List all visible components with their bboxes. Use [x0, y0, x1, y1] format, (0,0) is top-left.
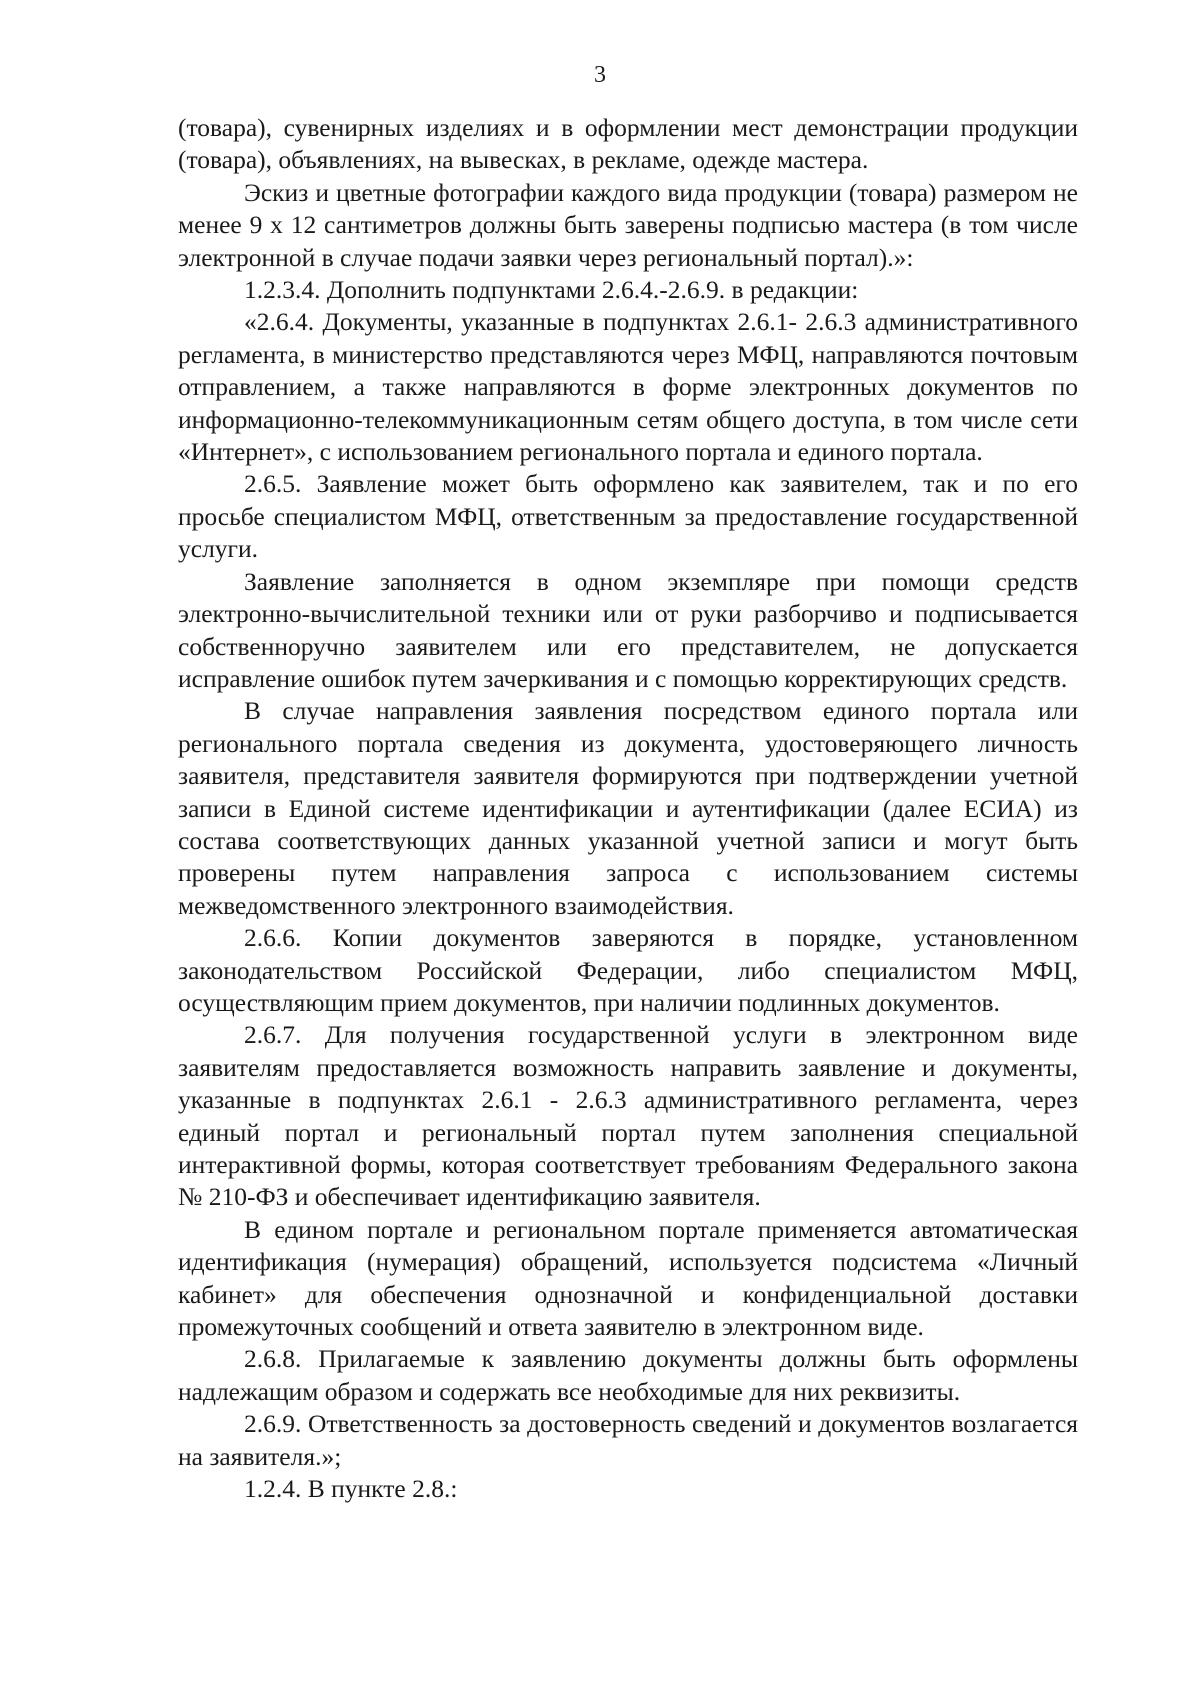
paragraph-1-2-3-4: 1.2.3.4. Дополнить подпунктами 2.6.4.-2.6.9. в редакции:: [244, 275, 859, 305]
paragraph-2-6-7: 2.6.7. Для получения государственной услуги в электронном виде заявителям предоставляется возможность направить заявление и документы, указанные в подпунктах 2.6.1 - 2.6.3 административного регламента, через единый портал и региональный портал путем заполнения специальной интерактивной формы, которая соответствует требованиям Федерального закона № 210-ФЗ и обеспечивает идентификацию заявителя.: [178, 1020, 1078, 1212]
paragraph-esia: В случае направления заявления посредством единого портала или регионального портала сведения из документа, удостоверяющего личность заявителя, представителя заявителя формируются при подтверждении учетной записи в Единой системе идентификации и аутентификации (далее ЕСИА) из состава соответствующих данных указанной учетной записи и могут быть проверены путем направления запроса с использованием системы межведомственного электронного взаимодействия.: [178, 696, 1078, 920]
paragraph-2-6-6: 2.6.6. Копии документов заверяются в порядке, установленном законодательством Российской Федерации, либо специалистом МФЦ, осуществляющим прием документов, при наличии подлинных документов.: [178, 923, 1078, 1017]
document-body: [178, 112, 1078, 1505]
paragraph-continuation: (товара), сувенирных изделиях и в оформлении мест демонстрации продукции (товара), объявлениях, на вывесках, в рекламе, одежде мастера.: [178, 113, 1078, 175]
page-number: 3: [594, 62, 606, 88]
paragraph-application-filling: Заявление заполняется в одном экземпляре при помощи средств электронно-вычислительной техники или от руки разборчиво и подписывается собственноручно заявителем или его представителем, не допускается исправление ошибок путем зачеркивания и с помощью корректирующих средств.: [178, 566, 1078, 693]
paragraph-1-2-4: 1.2.4. В пункте 2.8.:: [244, 1474, 458, 1504]
paragraph-2-6-9: 2.6.9. Ответственность за достоверность сведений и документов возлагается на заявителя.»;: [178, 1409, 1078, 1471]
paragraph-2-6-4: «2.6.4. Документы, указанные в подпунктах 2.6.1- 2.6.3 административного регламента, в министерство представляются через МФЦ, направляются почтовым отправлением, а также направляются в форме электронных документов по информационно-телекоммуникационным сетям общего доступа, в том числе сети «Интернет», с использованием регионального портала и единого портала.: [178, 307, 1078, 467]
paragraph-2-6-8: 2.6.8. Прилагаемые к заявлению документы должны быть оформлены надлежащим образом и содержать все необходимые для них реквизиты.: [178, 1344, 1078, 1406]
paragraph-2-6-5: 2.6.5. Заявление может быть оформлено как заявителем, так и по его просьбе специалистом МФЦ, ответственным за предоставление государственной услуги.: [178, 469, 1078, 564]
paragraph-personal-cabinet: В едином портале и региональном портале применяется автоматическая идентификация (нумерация) обращений, используется подсистема «Личный кабинет» для обеспечения однозначной и конфиденциальной доставки промежуточных сообщений и ответа заявителю в электронном виде.: [178, 1214, 1078, 1342]
paragraph-sketch-photos: Эскиз и цветные фотографии каждого вида продукции (товара) размером не менее 9 х 12 сантиметров должны быть заверены подписью мастера (в том числе электронной в случае подачи заявки через региональный портал).»:: [178, 177, 1078, 272]
